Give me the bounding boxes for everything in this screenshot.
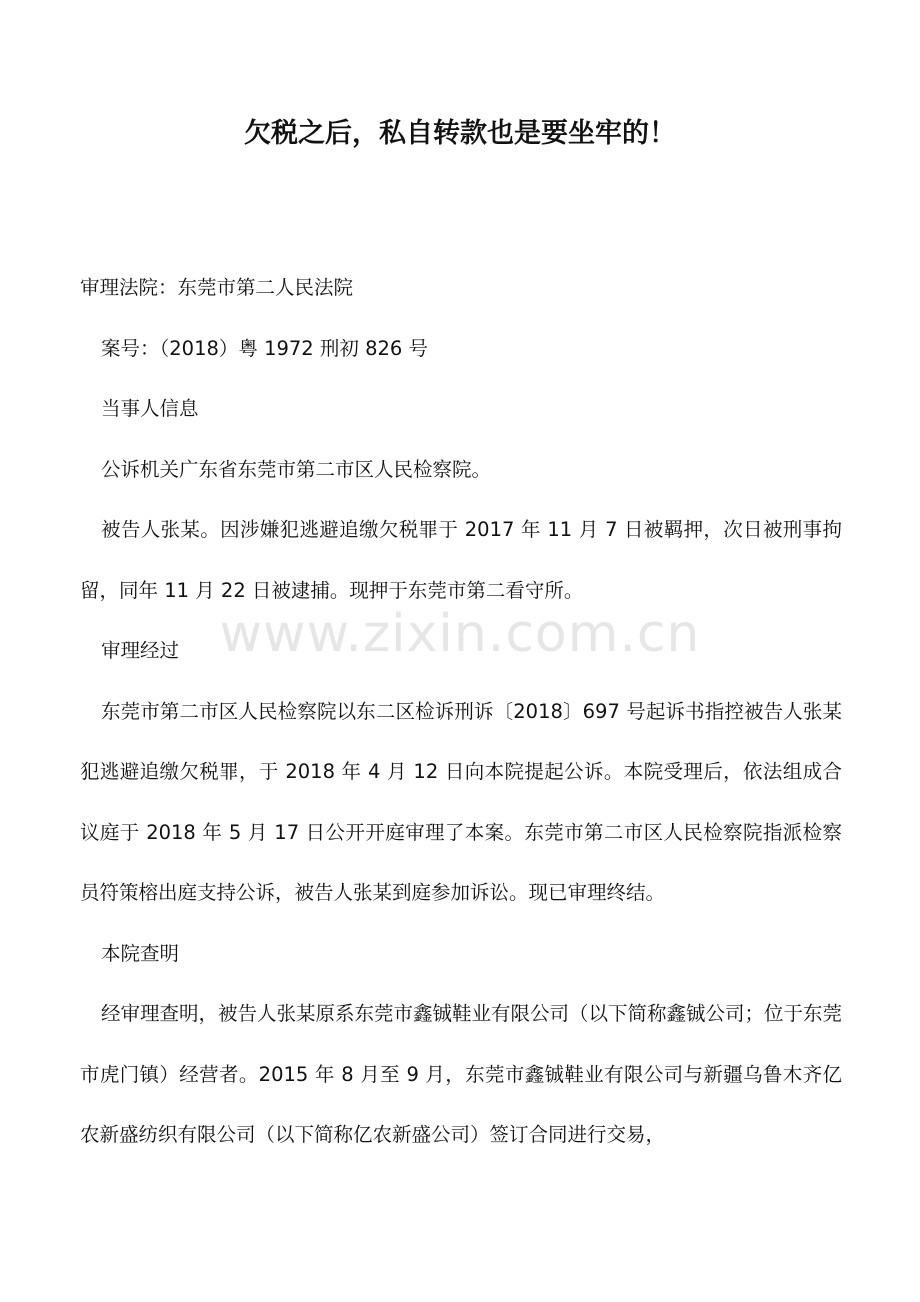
document-title: 欠税之后，私自转款也是要坐牢的！: [244, 118, 676, 149]
section-heading-proceedings: 审理经过: [101, 639, 180, 662]
defendant-paragraph: 被告人张某。因涉嫌犯逃避追缴欠税罪于 2017 年 11 月 7 日被羁押，次日被刑事拘留，同年 11 月 22 日被逮捕。现押于东莞市第二看守所。: [80, 518, 842, 602]
watermark: www.zixin.com.cn: [219, 604, 701, 664]
case-number-line: 案号：（2018）粤 1972 刑初 826 号: [101, 336, 429, 360]
prosecutor-paragraph: 公诉机关广东省东莞市第二市区人民检察院。: [101, 457, 492, 481]
findings-paragraph: 经审理查明，被告人张某原系东莞市鑫铖鞋业有限公司（以下简称鑫铖公司；位于东莞市虎门镇）经营者。2015 年 8 月至 9 月，东莞市鑫铖鞋业有限公司与新疆乌鲁木齐亿农新盛纺织有限公司（以下简称亿农新盛公司）签订合同进行交易，: [80, 1002, 843, 1146]
court-line: 审理法院：东莞市第二人民法院: [80, 276, 354, 299]
section-heading-parties: 当事人信息: [101, 397, 199, 420]
proceedings-paragraph: 东莞市第二市区人民检察院以东二区检诉刑诉〔2018〕697 号起诉书指控被告人张某犯逃避追缴欠税罪，于 2018 年 4 月 12 日向本院提起公诉。本院受理后，依法组成合议庭于 2018 年 5 月 17 日公开开庭审理了本案。东莞市第二市区人民检察院指派检察员符策榕出庭支持公诉，被告人张某到庭参加诉讼。现已审理终结。: [80, 699, 842, 904]
document-body: [80, 258, 842, 1166]
section-heading-findings: 本院查明: [101, 941, 180, 965]
